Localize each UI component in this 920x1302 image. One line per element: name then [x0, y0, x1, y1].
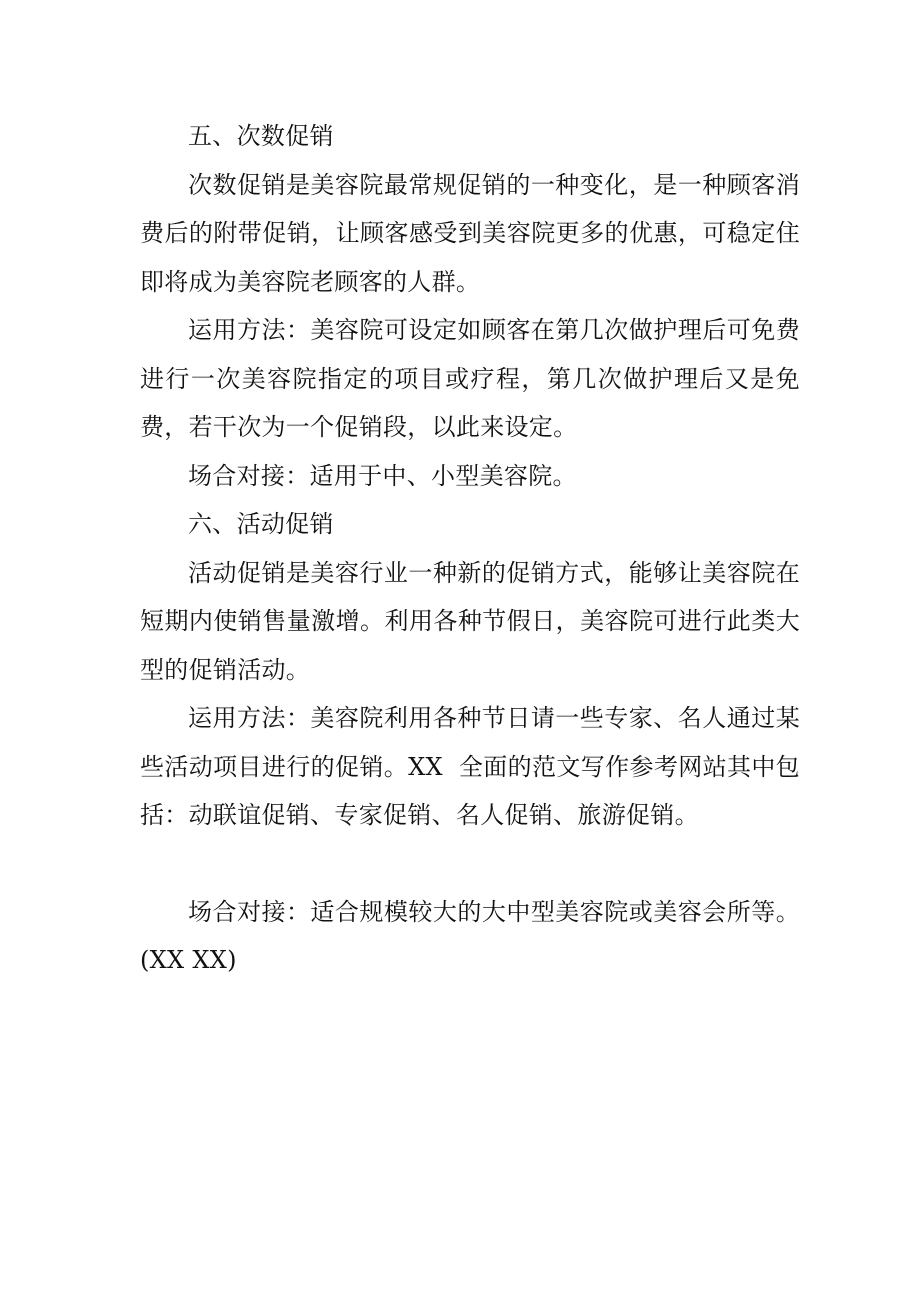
paragraph-count-promotion-fit: 场合对接：适用于中、小型美容院。: [188, 461, 577, 490]
section-heading-6: 六、活动促销: [188, 510, 334, 538]
paragraph-event-promotion-method: 运用方法：美容院利用各种节日请一些专家、名人通过某些活动项目进行的促销。XX 全面的范文写作参考网站其中包括：动联谊促销、专家促销、名人促销、旅游促销。: [140, 704, 800, 829]
paragraph-count-promotion-method: 运用方法：美容院可设定如顾客在第几次做护理后可免费进行一次美容院指定的项目或疗程，第几次做护理后又是免费，若干次为一个促销段，以此来设定。: [140, 316, 800, 441]
paragraph-event-promotion-fit: 场合对接：适合规模较大的大中型美容院或美容会所等。(XX XX): [140, 897, 800, 974]
paragraph-event-promotion-intro: 活动促销是美容行业一种新的促销方式，能够让美容院在短期内使销售量激增。利用各种节假日，美容院可进行此类大型的促销活动。: [140, 558, 800, 684]
section-heading-5: 五、次数促销: [188, 122, 334, 150]
paragraph-count-promotion-intro: 次数促销是美容院最常规促销的一种变化，是一种顾客消费后的附带促销，让顾客感受到美容院更多的优惠，可稳定住即将成为美容院老顾客的人群。: [140, 170, 800, 296]
document-body: [140, 112, 800, 985]
